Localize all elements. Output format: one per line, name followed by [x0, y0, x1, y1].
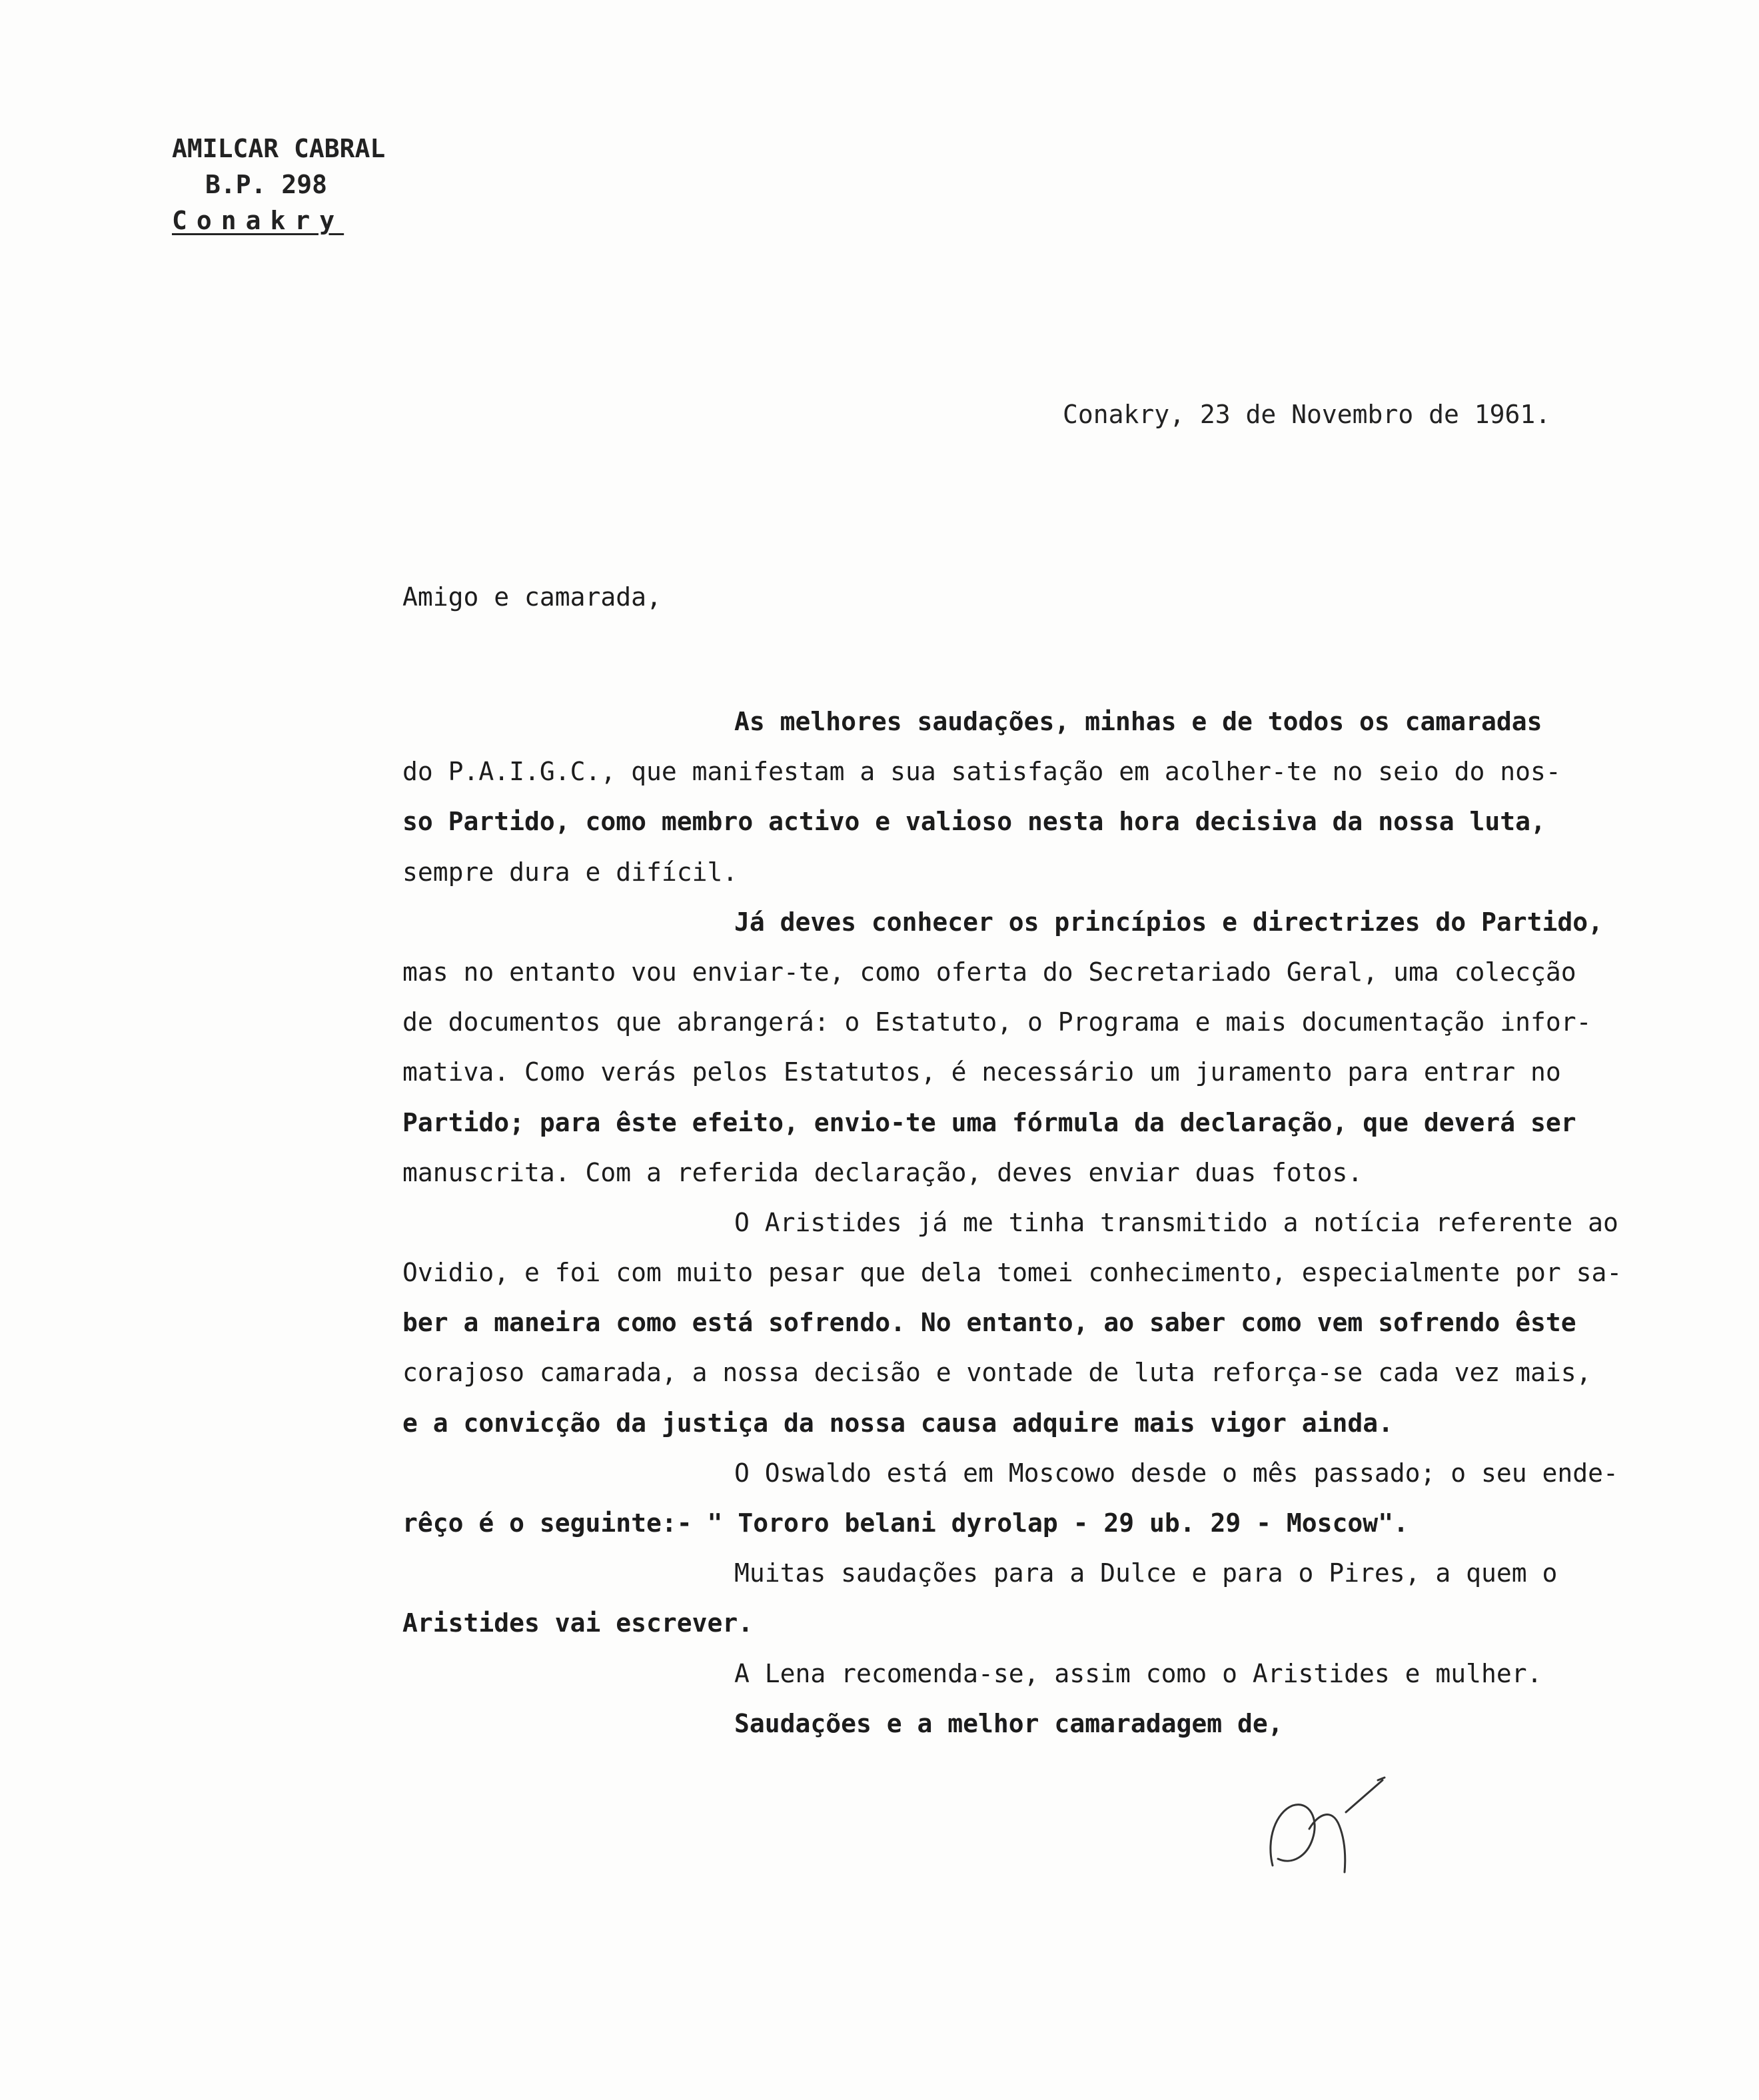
body-line: rêço é o seguinte:- " Tororo belani dyrolap - 29 ub. 29 - Moscow".	[402, 1508, 1409, 1538]
letter-date: Conakry, 23 de Novembro de 1961.	[1063, 400, 1551, 429]
letter-body	[402, 697, 1668, 1749]
body-line: O Aristides já me tinha transmitido a notícia referente ao	[734, 1207, 1618, 1237]
body-line: ber a maneira como está sofrendo. No entanto, ao saber como vem sofrendo êste	[402, 1308, 1576, 1338]
handwritten-signature	[1246, 1766, 1393, 1892]
sender-name: AMILCAR CABRAL	[172, 134, 386, 163]
sender-city: Conakry	[172, 206, 344, 235]
sender-po-box: B.P. 298	[205, 170, 328, 199]
body-line: Muitas saudações para a Dulce e para o Pires, a quem o	[734, 1558, 1558, 1588]
body-line: Já deves conhecer os princípios e directrizes do Partido,	[734, 907, 1604, 937]
body-line: sempre dura e difícil.	[402, 857, 738, 887]
body-line: manuscrita. Com a referida declaração, deves enviar duas fotos.	[402, 1157, 1363, 1187]
body-line: e a convicção da justiça da nossa causa adquire mais vigor ainda.	[402, 1408, 1394, 1438]
body-line: Partido; para êste efeito, envio-te uma fórmula da declaração, que deverá ser	[402, 1107, 1576, 1137]
body-line: do P.A.I.G.C., que manifestam a sua satisfação em acolher-te no seio do nos-	[402, 757, 1561, 787]
body-line: O Oswaldo está em Moscowo desde o mês passado; o seu ende-	[734, 1458, 1618, 1488]
body-line: mas no entanto vou enviar-te, como oferta do Secretariado Geral, uma colecção	[402, 957, 1576, 987]
body-line: As melhores saudações, minhas e de todos os camaradas	[734, 707, 1542, 736]
body-line: A Lena recomenda-se, assim como o Aristides e mulher.	[734, 1658, 1542, 1688]
body-line: Aristides vai escrever.	[402, 1608, 754, 1638]
body-line: de documentos que abrangerá: o Estatuto, o Programa e mais documentação infor-	[402, 1007, 1592, 1037]
body-line: so Partido, como membro activo e valioso nesta hora decisiva da nossa luta,	[402, 807, 1546, 837]
body-line: corajoso camarada, a nossa decisão e vontade de luta reforça-se cada vez mais,	[402, 1358, 1592, 1388]
body-line: Ovidio, e foi com muito pesar que dela tomei conhecimento, especialmente por sa-	[402, 1258, 1622, 1288]
body-line: mativa. Como verás pelos Estatutos, é necessário um juramento para entrar no	[402, 1057, 1561, 1087]
body-line: Saudações e a melhor camaradagem de,	[734, 1708, 1283, 1738]
sender-block	[172, 131, 385, 239]
salutation: Amigo e camarada,	[402, 582, 662, 612]
